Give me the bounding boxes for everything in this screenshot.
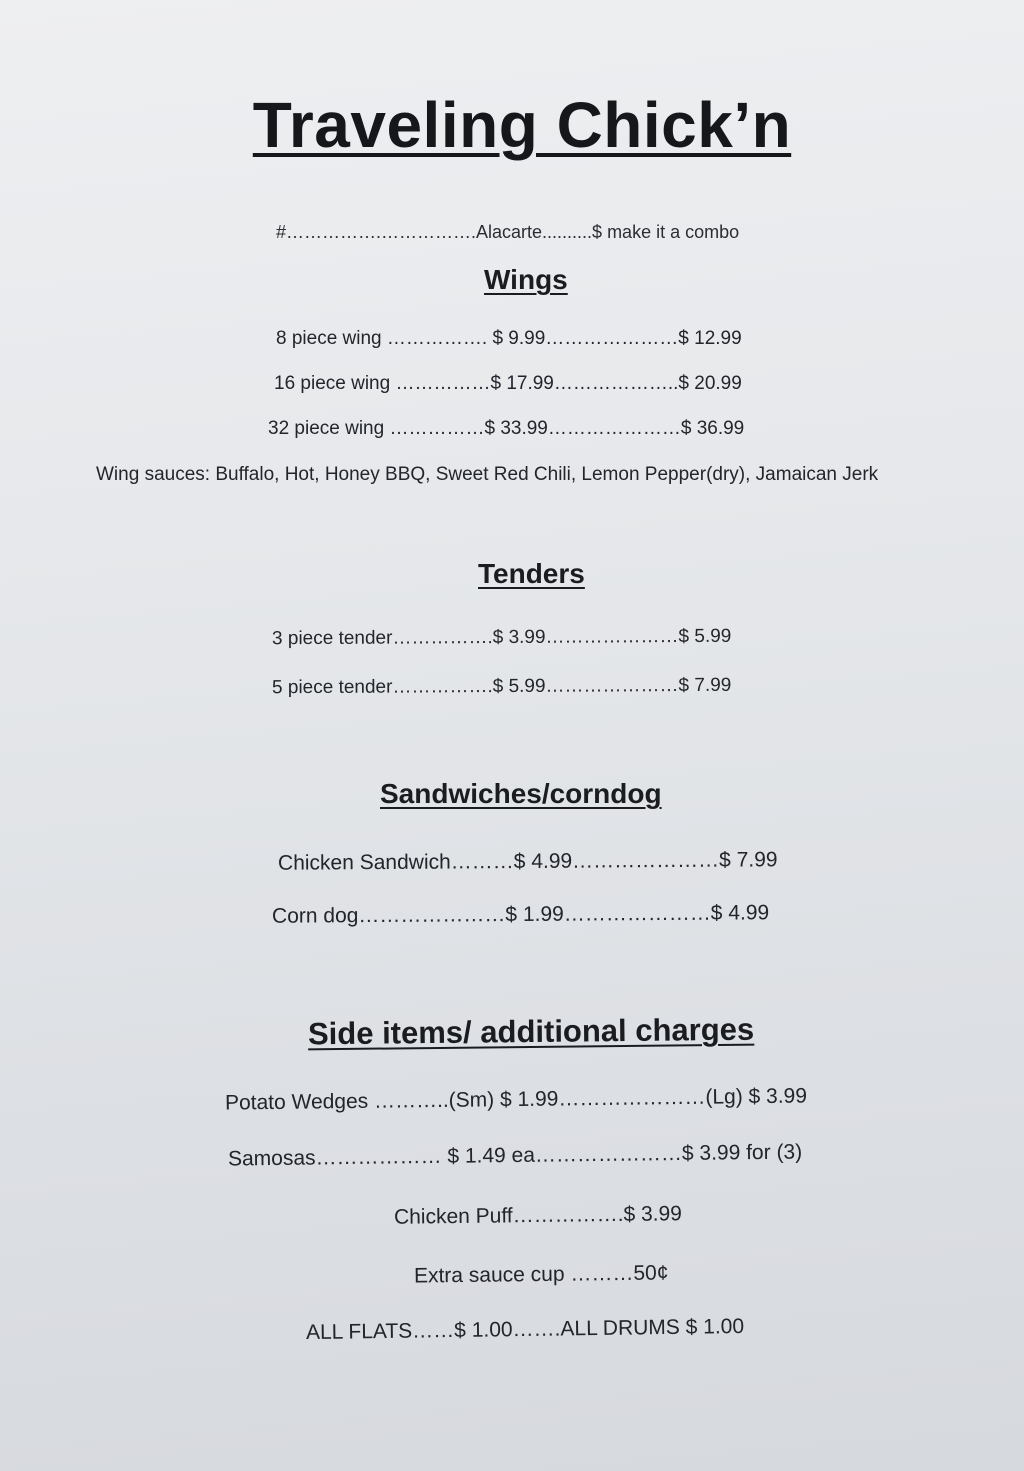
tenders-item-5-piece: 5 piece tender…………….$ 5.99…………………$ 7.99 — [271, 674, 732, 699]
sandwiches-heading: Sandwiches/corndog — [380, 778, 662, 809]
sandwiches-item-corn-dog: Corn dog…………………$ 1.99…………………$ 4.99 — [271, 901, 770, 928]
sides-item-chicken-puff: Chicken Puff…………….$ 3.99 — [393, 1202, 683, 1229]
sides-item-potato-wedges: Potato Wedges ………..(Sm) $ 1.99…………………(Lg) $ 3.99 — [224, 1084, 808, 1115]
sides-item-samosas: Samosas……………… $ 1.49 ea…………………$ 3.99 for (3) — [227, 1140, 803, 1171]
wings-item-16-piece: 16 piece wing ……………$ 17.99………………..$ 20.99 — [274, 373, 742, 394]
sides-item-extra-sauce-cup: Extra sauce cup ………50¢ — [413, 1261, 669, 1288]
wings-heading: Wings — [484, 264, 568, 295]
wings-item-8-piece: 8 piece wing ……………. $ 9.99…………………$ 12.99 — [276, 328, 742, 349]
tenders-heading: Tenders — [478, 558, 585, 589]
wings-item-32-piece: 32 piece wing ……………$ 33.99…………………$ 36.99 — [268, 418, 745, 439]
sides-heading: Side items/ additional charges — [307, 1011, 755, 1052]
wing-sauces-note: Wing sauces: Buffalo, Hot, Honey BBQ, Sweet Red Chili, Lemon Pepper(dry), Jamaican Jerk — [96, 464, 879, 485]
column-header-line: #…………….…………….Alacarte..........$ make it a combo — [276, 222, 740, 242]
tenders-item-3-piece: 3 piece tender…………….$ 3.99…………………$ 5.99 — [271, 625, 732, 650]
menu-title: Traveling Chick’n — [252, 89, 792, 161]
sandwiches-item-chicken-sandwich: Chicken Sandwich………$ 4.99…………………$ 7.99 — [277, 848, 778, 875]
sides-item-flats-drums: ALL FLATS……$ 1.00…….ALL DRUMS $ 1.00 — [305, 1314, 745, 1345]
